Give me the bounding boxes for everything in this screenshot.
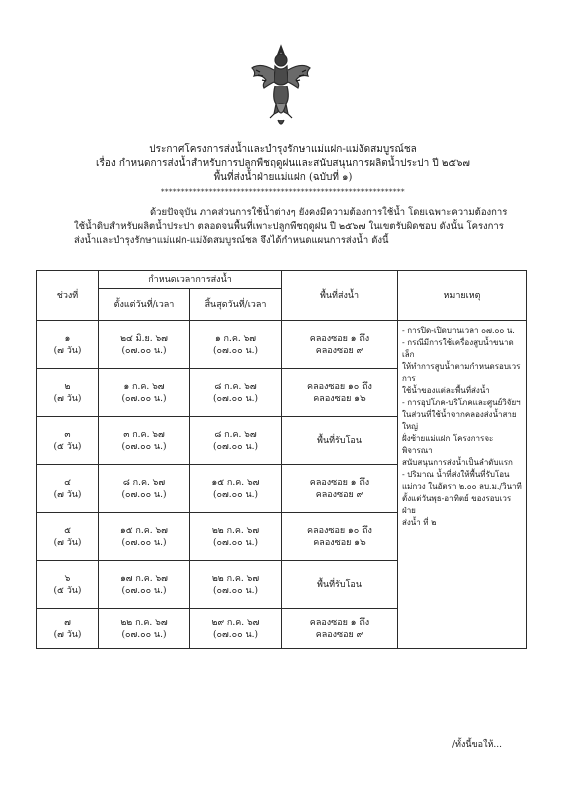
area-cell: พื้นที่รับโอน	[282, 561, 398, 609]
end-cell: ๘ ก.ค. ๖๗ (๐๗.๐๐ น.)	[190, 369, 282, 417]
start-cell: ๑ ก.ค. ๖๗ (๐๗.๐๐ น.)	[99, 369, 190, 417]
period-cell: ๑ (๗ วัน)	[37, 321, 99, 369]
remarks-cell: - การปิด-เปิดบานเวลา ๐๗.๐๐ น. - กรณีมีการใช้เครื่องสูบน้ำขนาดเล็ก ให้ทำการสูบน้ำตามกำหนดรอบเวรการ ใช้น้ำของแต่ละพื้นที่ส่งน้ำ - การอุปโภค-บริโภคและศูนย์วิจัยฯ ในส่วนที่ใช้น้ำจากคลองส่งน้ำสายใหญ่ ฝั่งซ้ายแม่แฝก โครงการจะพิจารณา สนับสนุนการส่งน้ำเป็นลำดับแรก - ปริมาณ น้ำที่ส่งให้พื้นที่รับโอน แม่กวง ในอัตรา ๒.๐๐ ลบ.ม./วินาที ตั้งแต่วันพุธ-อาทิตย์ ของรอบเวรฝ่าย ส่งน้ำ ที่ ๒	[398, 321, 527, 649]
area-cell: คลองซอย ๑ ถึง คลองซอย ๙	[282, 609, 398, 649]
intro-paragraph: ด้วยปัจจุบัน ภาคส่วนการใช้น้ำต่างๆ ยังคงมีความต้องการใช้น้ำ โดยเฉพาะความต้องการใช้น้ำดิบสำหรับผลิตน้ำประปา ตลอดจนพื้นที่เพาะปลูกพืชฤดูฝน ปี ๒๕๖๗ ในเขตรับผิดชอบ ดังนั้น โครงการส่งน้ำและบำรุงรักษาแม่แฝก-แม่งัดสมบูรณ์ชล จึงได้กำหนดแผนการส่งน้ำ ดังนี้	[74, 207, 508, 246]
star-divider: *************************************************************	[161, 188, 405, 196]
end-cell: ๒๒ ก.ค. ๖๗ (๐๗.๐๐ น.)	[190, 513, 282, 561]
area-cell: คลองซอย ๑ ถึง คลองซอย ๙	[282, 465, 398, 513]
area-cell: คลองซอย ๑ ถึง คลองซอย ๙	[282, 321, 398, 369]
period-cell: ๒ (๗ วัน)	[37, 369, 99, 417]
announcement-title: ประกาศโครงการส่งน้ำและบำรุงรักษาแม่แฝก-แม่งัดสมบูรณ์ชล	[149, 144, 417, 155]
start-cell: ๓ ก.ค. ๖๗ (๐๗.๐๐ น.)	[99, 417, 190, 465]
header-time-group: กำหนดเวลาการส่งน้ำ	[99, 271, 282, 289]
header-period: ช่วงที่	[37, 271, 99, 321]
start-cell: ๒๔ มิ.ย. ๖๗ (๐๗.๐๐ น.)	[99, 321, 190, 369]
announcement-subject: เรื่อง กำหนดการส่งน้ำสำหรับการปลูกพืชฤดูฝนและสนับสนุนการผลิตน้ำประปา ปี ๒๕๖๗	[96, 158, 470, 169]
end-cell: ๒๒ ก.ค. ๖๗ (๐๗.๐๐ น.)	[190, 561, 282, 609]
header-remarks: หมายเหตุ	[398, 271, 527, 321]
end-cell: ๒๙ ก.ค. ๖๗ (๐๗.๐๐ น.)	[190, 609, 282, 649]
period-cell: ๔ (๗ วัน)	[37, 465, 99, 513]
garuda-emblem-icon	[248, 42, 314, 130]
start-cell: ๑๗ ก.ค. ๖๗ (๐๗.๐๐ น.)	[99, 561, 190, 609]
header-start: ตั้งแต่วันที่/เวลา	[99, 289, 190, 321]
continuation-note: /ทั้งนี้ขอให้...	[452, 740, 502, 750]
area-cell: คลองซอย ๑๐ ถึง คลองซอย ๑๖	[282, 369, 398, 417]
end-cell: ๑ ก.ค. ๖๗ (๐๗.๐๐ น.)	[190, 321, 282, 369]
header-area: พื้นที่ส่งน้ำ	[282, 271, 398, 321]
period-cell: ๓ (๕ วัน)	[37, 417, 99, 465]
end-cell: ๑๕ ก.ค. ๖๗ (๐๗.๐๐ น.)	[190, 465, 282, 513]
header-end: สิ้นสุดวันที่/เวลา	[190, 289, 282, 321]
water-schedule-table	[36, 270, 527, 649]
period-cell: ๕ (๗ วัน)	[37, 513, 99, 561]
period-cell: ๗ (๗ วัน)	[37, 609, 99, 649]
period-cell: ๖ (๕ วัน)	[37, 561, 99, 609]
end-cell: ๘ ก.ค. ๖๗ (๐๗.๐๐ น.)	[190, 417, 282, 465]
start-cell: ๑๕ ก.ค. ๖๗ (๐๗.๐๐ น.)	[99, 513, 190, 561]
table-row	[37, 321, 527, 369]
announcement-area: พื้นที่ส่งน้ำฝ่ายแม่แฝก (ฉบับที่ ๑)	[213, 172, 353, 183]
area-cell: พื้นที่รับโอน	[282, 417, 398, 465]
start-cell: ๘ ก.ค. ๖๗ (๐๗.๐๐ น.)	[99, 465, 190, 513]
start-cell: ๒๒ ก.ค. ๖๗ (๐๗.๐๐ น.)	[99, 609, 190, 649]
area-cell: คลองซอย ๑๐ ถึง คลองซอย ๑๖	[282, 513, 398, 561]
